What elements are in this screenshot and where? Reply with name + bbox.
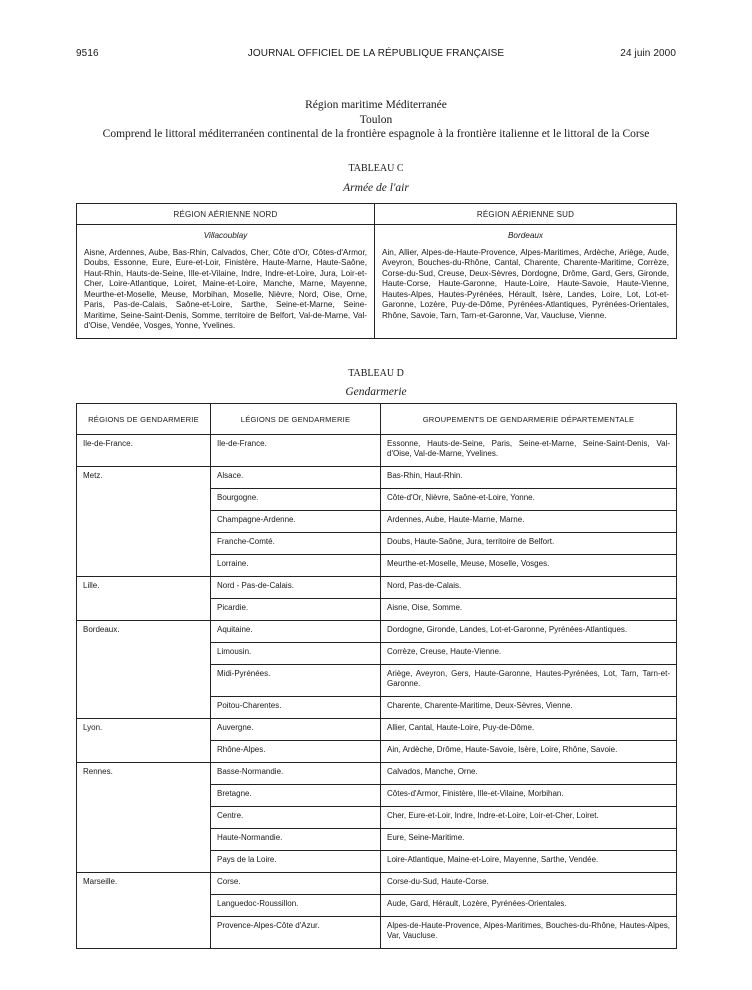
table-row [77,467,677,489]
gendarmerie-legion-cell: Franche-Comté. [211,533,381,555]
journal-title: JOURNAL OFFICIEL DE LA RÉPUBLIQUE FRANÇAISE [247,48,505,59]
gendarmerie-legion-cell: Midi-Pyrénées. [211,665,381,697]
gendarmerie-legion-cell: Lorraine. [211,555,381,577]
table-c-cell-nord [77,225,375,339]
gendarmerie-groupements-cell: Alpes-de-Haute-Provence, Alpes-Maritimes, Bouches-du-Rhône, Hautes-Alpes, Var, Vaucluse. [381,917,677,949]
table-c-header-sud: RÉGION AÉRIENNE SUD [375,204,677,225]
page-number: 9516 [76,48,99,59]
table-c-city-sud: Bordeaux [507,231,544,240]
table-c-title: TABLEAU C [348,163,404,174]
gendarmerie-region-cell: Marseille. [77,873,211,949]
table-row [77,763,677,785]
table-d-title: TABLEAU D [348,368,404,379]
gendarmerie-region-cell: Bordeaux. [77,621,211,719]
table-c-subtitle: Armée de l'air [343,182,409,194]
gendarmerie-region-cell: Rennes. [77,763,211,873]
table-c-header-nord: RÉGION AÉRIENNE NORD [77,204,375,225]
gendarmerie-groupements-cell: Côte-d'Or, Nièvre, Saône-et-Loire, Yonne. [381,489,677,511]
gendarmerie-groupements-cell: Allier, Cantal, Haute-Loire, Puy-de-Dôme. [381,719,677,741]
gendarmerie-groupements-cell: Charente, Charente-Maritime, Deux-Sèvres, Vienne. [381,697,677,719]
gendarmerie-legion-cell: Centre. [211,807,381,829]
gendarmerie-region-cell: Ile-de-France. [77,435,211,467]
gendarmerie-legion-cell: Nord - Pas-de-Calais. [211,577,381,599]
gendarmerie-legion-cell: Picardie. [211,599,381,621]
gendarmerie-legion-cell: Alsace. [211,467,381,489]
maritime-region-city: Toulon [359,114,393,126]
publication-date: 24 juin 2000 [620,48,676,59]
gendarmerie-groupements-cell: Essonne, Hauts-de-Seine, Paris, Seine-et-Marne, Seine-Saint-Denis, Val-d'Oise, Val-de-Marne, Yvelines. [381,435,677,467]
gendarmerie-legion-cell: Rhône-Alpes. [211,741,381,763]
table-d-header-legions: LÉGIONS DE GENDARMERIE [211,404,381,435]
gendarmerie-legion-cell: Poitou-Charentes. [211,697,381,719]
table-c-departments-sud: Ain, Allier, Alpes-de-Haute-Provence, Alpes-Maritimes, Ardèche, Ariège, Aude, Aveyron, Bouches-du-Rhône, Cantal, Charente, Charente-Maritime, Corrèze, Corse-du-Sud, Creuse, Deux-Sèvres, Dordogne, Drôme, Gard, Gers, Gironde, Haute-Corse, Haute-Garonne, Haute-Loire, Haute-Savoie, Haute-Vienne, Hautes-Alpes, Hautes-Pyrénées, Hérault, Isère, Landes, Loire, Lot, Lot-et-Garonne, Lozère, Puy-de-Dôme, Pyrénées-Atlantiques, Pyrénées-Orientales, Rhône, Savoie, Tarn, Tarn-et-Garonne, Var, Vaucluse, Vienne. [382,247,669,320]
table-row [77,577,677,599]
gendarmerie-legion-cell: Basse-Normandie. [211,763,381,785]
table-c [76,203,677,339]
running-header [76,48,676,62]
maritime-region-description: Comprend le littoral méditerranéen continental de la frontière espagnole à la frontière italienne et le littoral de la Corse [102,128,650,140]
gendarmerie-groupements-cell: Bas-Rhin, Haut-Rhin. [381,467,677,489]
gendarmerie-groupements-cell: Eure, Seine-Maritime. [381,829,677,851]
gendarmerie-groupements-cell: Doubs, Haute-Saône, Jura, territoire de Belfort. [381,533,677,555]
gendarmerie-groupements-cell: Nord, Pas-de-Calais. [381,577,677,599]
gendarmerie-legion-cell: Haute-Normandie. [211,829,381,851]
gendarmerie-groupements-cell: Aude, Gard, Hérault, Lozère, Pyrénées-Orientales. [381,895,677,917]
gendarmerie-region-cell: Metz. [77,467,211,577]
gendarmerie-groupements-cell: Corrèze, Creuse, Haute-Vienne. [381,643,677,665]
gendarmerie-legion-cell: Bourgogne. [211,489,381,511]
table-c-city-nord: Villacoublay [203,231,248,240]
table-c-departments-nord: Aisne, Ardennes, Aube, Bas-Rhin, Calvados, Cher, Côte d'Or, Côtes-d'Armor, Doubs, Essonne, Eure, Eure-et-Loir, Finistère, Haute-Marne, Haute-Saône, Haut-Rhin, Hauts-de-Seine, Ille-et-Vilaine, Indre, Indre-et-Loire, Jura, Loir-et-Cher, Loire-Atlantique, Loiret, Maine-et-Loire, Manche, Marne, Mayenne, Meurthe-et-Moselle, Meuse, Morbihan, Moselle, Nièvre, Nord, Oise, Orne, Paris, Pas-de-Calais, Saône-et-Loire, Sarthe, Seine-et-Marne, Seine-Maritime, Seine-Saint-Denis, Somme, territoire de Belfort, Val-de-Marne, Val-d'Oise, Vendée, Vosges, Yonne, Yvelines. [84,247,367,330]
gendarmerie-legion-cell: Auvergne. [211,719,381,741]
table-row [77,719,677,741]
gendarmerie-groupements-cell: Ardennes, Aube, Haute-Marne, Marne. [381,511,677,533]
gendarmerie-groupements-cell: Loire-Atlantique, Maine-et-Loire, Mayenne, Sarthe, Vendée. [381,851,677,873]
gendarmerie-region-cell: Lyon. [77,719,211,763]
gendarmerie-groupements-cell: Corse-du-Sud, Haute-Corse. [381,873,677,895]
table-c-cell-sud [375,225,677,339]
maritime-region-title: Région maritime Méditerranée [305,99,447,111]
table-row [77,435,677,467]
gendarmerie-groupements-cell: Aisne, Oise, Somme. [381,599,677,621]
gendarmerie-groupements-cell: Dordogne, Gironde, Landes, Lot-et-Garonne, Pyrénées-Atlantiques. [381,621,677,643]
gendarmerie-legion-cell: Limousin. [211,643,381,665]
gendarmerie-groupements-cell: Ain, Ardèche, Drôme, Haute-Savoie, Isère, Loire, Rhône, Savoie. [381,741,677,763]
gendarmerie-legion-cell: Ile-de-France. [211,435,381,467]
gendarmerie-legion-cell: Bretagne. [211,785,381,807]
gendarmerie-groupements-cell: Meurthe-et-Moselle, Meuse, Moselle, Vosges. [381,555,677,577]
table-row [77,621,677,643]
gendarmerie-groupements-cell: Ariège, Aveyron, Gers, Haute-Garonne, Hautes-Pyrénées, Lot, Tarn, Tarn-et-Garonne. [381,665,677,697]
table-d-body [77,435,677,949]
gendarmerie-legion-cell: Champagne-Ardenne. [211,511,381,533]
table-d-header-regions: RÉGIONS DE GENDARMERIE [77,404,211,435]
gendarmerie-legion-cell: Languedoc-Roussillon. [211,895,381,917]
gendarmerie-groupements-cell: Calvados, Manche, Orne. [381,763,677,785]
table-row [77,873,677,895]
gendarmerie-legion-cell: Pays de la Loire. [211,851,381,873]
table-d-subtitle: Gendarmerie [345,386,407,398]
gendarmerie-groupements-cell: Cher, Eure-et-Loir, Indre, Indre-et-Loire, Loir-et-Cher, Loiret. [381,807,677,829]
gendarmerie-groupements-cell: Côtes-d'Armor, Finistère, Ille-et-Vilaine, Morbihan. [381,785,677,807]
gendarmerie-legion-cell: Aquitaine. [211,621,381,643]
table-d-header-groupements: GROUPEMENTS DE GENDARMERIE DÉPARTEMENTALE [381,404,677,435]
gendarmerie-legion-cell: Provence-Alpes-Côte d'Azur. [211,917,381,949]
table-d [76,403,677,949]
gendarmerie-legion-cell: Corse. [211,873,381,895]
gendarmerie-region-cell: Lille. [77,577,211,621]
